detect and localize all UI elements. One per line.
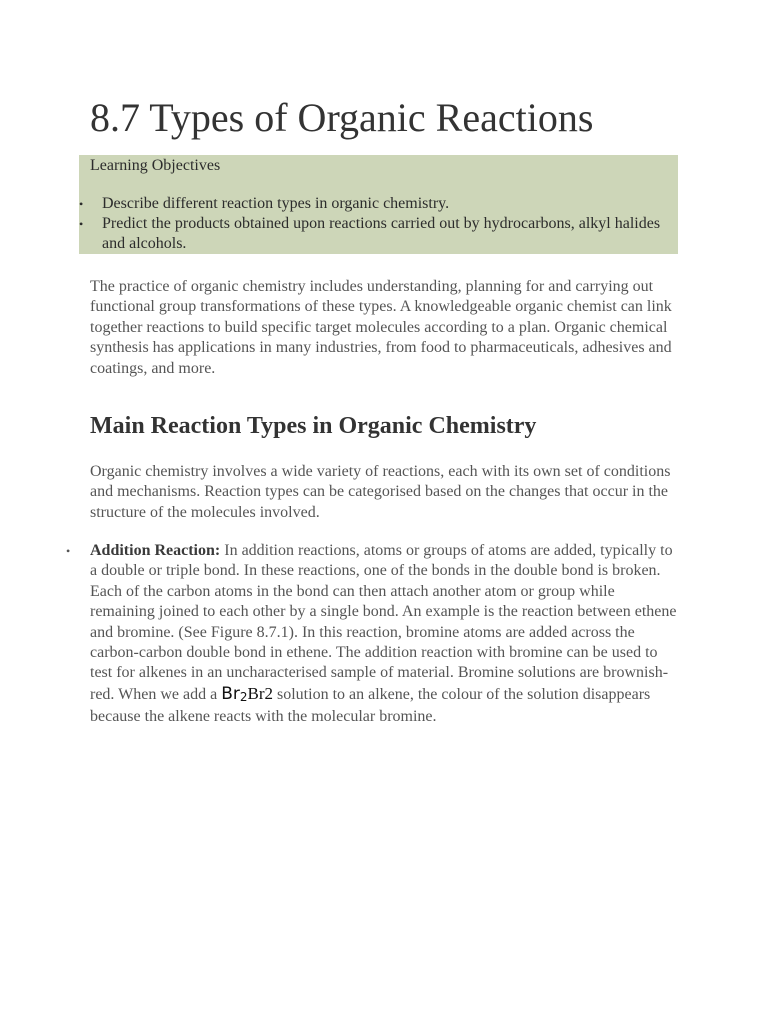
reaction-type-item: [66, 541, 680, 728]
reaction-description: In addition reactions, atoms or groups of atoms are added, typically to a double or triple bond. In these reactions, one of the bonds in the double bond is broken. Each of the carbon atoms in the bond can then attach another atom or group while remaining joined to each other by a single bond. An example is the reaction between ethene and bromine. (See Figure 8.7.1). In this reaction, bromine atoms are added across the carbon-carbon double bond in ethene. The addition reaction with bromine can be used to test for alkenes in an uncharacterised sample of material. Bromine solutions are brownish-red. When we add a: [90, 542, 677, 703]
learning-objectives-heading: Learning Objectives: [90, 157, 221, 174]
learning-objectives-box: [79, 155, 678, 254]
formula-symbol: Br: [221, 683, 240, 704]
learning-objective-text: Describe different reaction types in organic chemistry.: [102, 195, 450, 212]
bullet-icon: •: [79, 217, 84, 231]
learning-objective-item: [79, 194, 678, 214]
learning-objective-text: Predict the products obtained upon reactions carried out by hydrocarbons, alkyl halides and alcohols.: [102, 215, 661, 252]
chemical-formula: [221, 684, 247, 704]
learning-objective-item: [79, 214, 678, 254]
section-intro-paragraph: Organic chemistry involves a wide variety of reactions, each with its own set of conditions and mechanisms. Reaction types can be categorised based on the changes that occur in the structure of the molecules involved.: [90, 463, 671, 521]
section-heading: Main Reaction Types in Organic Chemistry: [90, 413, 537, 439]
reaction-types-list: [66, 541, 680, 728]
learning-objectives-list: [79, 194, 678, 254]
reaction-description-continued: solution to an alkene, the colour of the solution disappears because the alkene reacts with the molecular bromine.: [90, 685, 651, 726]
bullet-icon: •: [66, 544, 71, 558]
formula-subscript: 2: [239, 689, 248, 704]
chemical-formula-text: Br2: [247, 683, 273, 703]
bullet-icon: •: [79, 197, 84, 211]
intro-paragraph: The practice of organic chemistry includes understanding, planning for and carrying out functional group transformations of these types. A knowledgeable organic chemist can link together reactions to build specific target molecules according to a plan. Organic chemical synthesis has applications in many industries, from food to pharmaceuticals, adhesives and coatings, and more.: [90, 278, 672, 377]
reaction-term: Addition Reaction:: [90, 542, 221, 559]
page-title: 8.7 Types of Organic Reactions: [90, 95, 594, 140]
